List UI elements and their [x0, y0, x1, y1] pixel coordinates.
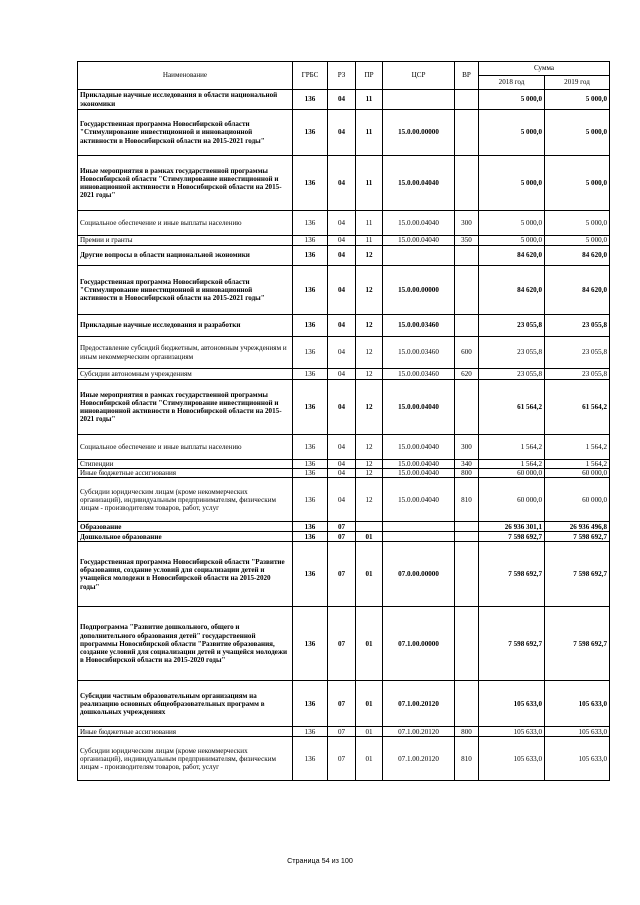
- header-csr: ЦСР: [383, 62, 455, 90]
- table-row: [78, 737, 610, 781]
- cell-sum-2018: 84 620,0: [479, 246, 545, 266]
- cell-vr: 800: [455, 727, 479, 737]
- cell-csr: 15.0.00.04040: [383, 469, 455, 478]
- cell-vr: [455, 156, 479, 211]
- cell-name: Субсидии частным образовательным организациям на реализацию основных общеобразовательных программ в дошкольных учреждениях: [78, 681, 293, 727]
- header-vr: ВР: [455, 62, 479, 90]
- cell-sum-2018: 61 564,2: [479, 380, 545, 435]
- table-row: [78, 315, 610, 337]
- cell-grbs: 136: [293, 211, 328, 236]
- table-row: [78, 532, 610, 542]
- cell-name: Иные мероприятия в рамках государственной программы Новосибирской области "Стимулирование инвестиционной и инновационной активности в Новосибирской области на 2015-2021 годы": [78, 380, 293, 435]
- table-row: [78, 266, 610, 315]
- cell-pr: 12: [356, 266, 383, 315]
- cell-pr: 12: [356, 435, 383, 460]
- table-row: [78, 337, 610, 369]
- cell-csr: 07.1.00.20120: [383, 727, 455, 737]
- cell-vr: [455, 246, 479, 266]
- cell-csr: 07.1.00.00000: [383, 607, 455, 681]
- cell-vr: [455, 380, 479, 435]
- table-body: [78, 90, 610, 781]
- cell-rz: 07: [328, 532, 356, 542]
- cell-csr: [383, 532, 455, 542]
- cell-sum-2018: 105 633,0: [479, 681, 545, 727]
- cell-pr: 12: [356, 246, 383, 266]
- cell-name: Государственная программа Новосибирской области "Стимулирование инвестиционной и инновационной активности в Новосибирской области на 2015-2021 годы": [78, 110, 293, 156]
- cell-grbs: 136: [293, 315, 328, 337]
- cell-pr: 01: [356, 681, 383, 727]
- table-row: [78, 369, 610, 380]
- header-rz: РЗ: [328, 62, 356, 90]
- table-row: [78, 469, 610, 478]
- cell-sum-2019: 7 598 692,7: [545, 542, 610, 607]
- cell-name: Субсидии юридическим лицам (кроме некоммерческих организаций), индивидуальным предпринимателям, физическим лицам - производителям товаров, работ, услуг: [78, 478, 293, 522]
- cell-sum-2018: 60 000,0: [479, 469, 545, 478]
- cell-name: Прикладные научные исследования и разработки: [78, 315, 293, 337]
- cell-grbs: 136: [293, 246, 328, 266]
- cell-sum-2018: 7 598 692,7: [479, 542, 545, 607]
- cell-csr: 07.0.00.00000: [383, 542, 455, 607]
- cell-pr: 11: [356, 156, 383, 211]
- cell-sum-2019: 5 000,0: [545, 236, 610, 246]
- cell-rz: 04: [328, 460, 356, 469]
- cell-sum-2019: 105 633,0: [545, 681, 610, 727]
- cell-name: Подпрограмма "Развитие дошкольного, общего и дополнительного образования детей" государственной программы Новосибирской области "Развитие образования, создание условий для социализации детей и учащейся молодежи в Новосибирской области на 2015-2020 годы": [78, 607, 293, 681]
- cell-sum-2018: 1 564,2: [479, 460, 545, 469]
- cell-csr: 15.0.00.04040: [383, 156, 455, 211]
- cell-rz: 07: [328, 737, 356, 781]
- cell-name: Иные бюджетные ассигнования: [78, 727, 293, 737]
- cell-grbs: 136: [293, 469, 328, 478]
- cell-pr: 01: [356, 542, 383, 607]
- cell-csr: 15.0.00.03460: [383, 369, 455, 380]
- cell-pr: 12: [356, 337, 383, 369]
- table-row: [78, 681, 610, 727]
- cell-sum-2018: 7 598 692,7: [479, 607, 545, 681]
- cell-sum-2019: 23 055,8: [545, 337, 610, 369]
- cell-csr: [383, 90, 455, 110]
- table-row: [78, 542, 610, 607]
- cell-name: Стипендии: [78, 460, 293, 469]
- table-row: [78, 460, 610, 469]
- table-row: [78, 607, 610, 681]
- cell-grbs: 136: [293, 337, 328, 369]
- header-name: Наименование: [78, 62, 293, 90]
- cell-sum-2019: 1 564,2: [545, 435, 610, 460]
- cell-grbs: 136: [293, 266, 328, 315]
- cell-grbs: 136: [293, 435, 328, 460]
- cell-pr: 11: [356, 90, 383, 110]
- table-row: [78, 478, 610, 522]
- table-row: [78, 211, 610, 236]
- cell-rz: 04: [328, 369, 356, 380]
- cell-csr: [383, 522, 455, 532]
- cell-sum-2019: 5 000,0: [545, 211, 610, 236]
- cell-sum-2018: 5 000,0: [479, 110, 545, 156]
- cell-pr: 01: [356, 727, 383, 737]
- cell-pr: 12: [356, 315, 383, 337]
- cell-vr: 600: [455, 337, 479, 369]
- cell-csr: 15.0.00.03460: [383, 315, 455, 337]
- cell-name: Социальное обеспечение и иные выплаты населению: [78, 211, 293, 236]
- cell-name: Дошкольное образование: [78, 532, 293, 542]
- cell-pr: 01: [356, 607, 383, 681]
- cell-rz: 04: [328, 469, 356, 478]
- cell-sum-2018: 7 598 692,7: [479, 532, 545, 542]
- cell-sum-2019: 5 000,0: [545, 156, 610, 211]
- cell-rz: 04: [328, 156, 356, 211]
- cell-rz: 07: [328, 607, 356, 681]
- cell-sum-2018: 5 000,0: [479, 90, 545, 110]
- cell-name: Субсидии автономным учреждениям: [78, 369, 293, 380]
- cell-csr: 15.0.00.00000: [383, 266, 455, 315]
- cell-rz: 04: [328, 337, 356, 369]
- cell-csr: [383, 246, 455, 266]
- cell-sum-2018: 105 633,0: [479, 737, 545, 781]
- cell-grbs: 136: [293, 90, 328, 110]
- cell-grbs: 136: [293, 156, 328, 211]
- table-row: [78, 522, 610, 532]
- budget-table: [77, 61, 610, 781]
- cell-csr: 15.0.00.04040: [383, 460, 455, 469]
- table-row: [78, 380, 610, 435]
- cell-name: Прикладные научные исследования в области национальной экономики: [78, 90, 293, 110]
- cell-rz: 07: [328, 727, 356, 737]
- cell-sum-2019: 60 000,0: [545, 469, 610, 478]
- cell-pr: [356, 522, 383, 532]
- cell-vr: 350: [455, 236, 479, 246]
- table-row: [78, 435, 610, 460]
- cell-sum-2018: 23 055,8: [479, 369, 545, 380]
- cell-rz: 07: [328, 542, 356, 607]
- cell-sum-2019: 5 000,0: [545, 110, 610, 156]
- cell-grbs: 136: [293, 478, 328, 522]
- cell-rz: 04: [328, 315, 356, 337]
- header-pr: ПР: [356, 62, 383, 90]
- cell-pr: 12: [356, 369, 383, 380]
- cell-grbs: 136: [293, 522, 328, 532]
- cell-rz: 04: [328, 435, 356, 460]
- cell-grbs: 136: [293, 737, 328, 781]
- cell-sum-2018: 84 620,0: [479, 266, 545, 315]
- table-row: [78, 90, 610, 110]
- cell-rz: 04: [328, 236, 356, 246]
- table-row: [78, 246, 610, 266]
- cell-sum-2019: 23 055,8: [545, 369, 610, 380]
- cell-sum-2018: 23 055,8: [479, 315, 545, 337]
- table-row: [78, 236, 610, 246]
- cell-csr: 15.0.00.03460: [383, 337, 455, 369]
- cell-grbs: 136: [293, 110, 328, 156]
- cell-vr: [455, 90, 479, 110]
- cell-pr: 11: [356, 110, 383, 156]
- cell-vr: 340: [455, 460, 479, 469]
- cell-csr: 15.0.00.04040: [383, 478, 455, 522]
- cell-vr: 620: [455, 369, 479, 380]
- cell-name: Иные бюджетные ассигнования: [78, 469, 293, 478]
- cell-csr: 15.0.00.00000: [383, 110, 455, 156]
- cell-name: Социальное обеспечение и иные выплаты населению: [78, 435, 293, 460]
- cell-csr: 15.0.00.04040: [383, 380, 455, 435]
- cell-pr: 11: [356, 236, 383, 246]
- cell-grbs: 136: [293, 532, 328, 542]
- cell-grbs: 136: [293, 681, 328, 727]
- cell-csr: 15.0.00.04040: [383, 435, 455, 460]
- cell-vr: 810: [455, 737, 479, 781]
- cell-sum-2018: 5 000,0: [479, 211, 545, 236]
- cell-sum-2018: 60 000,0: [479, 478, 545, 522]
- cell-name: Образование: [78, 522, 293, 532]
- cell-grbs: 136: [293, 607, 328, 681]
- cell-sum-2019: 5 000,0: [545, 90, 610, 110]
- cell-vr: 810: [455, 478, 479, 522]
- cell-vr: [455, 315, 479, 337]
- cell-sum-2018: 5 000,0: [479, 156, 545, 211]
- cell-vr: 300: [455, 435, 479, 460]
- cell-csr: 15.0.00.04040: [383, 211, 455, 236]
- cell-grbs: 136: [293, 369, 328, 380]
- cell-rz: 04: [328, 266, 356, 315]
- table-row: [78, 727, 610, 737]
- table-row: [78, 156, 610, 211]
- cell-vr: 800: [455, 469, 479, 478]
- cell-vr: [455, 532, 479, 542]
- cell-pr: 12: [356, 460, 383, 469]
- cell-grbs: 136: [293, 380, 328, 435]
- header-grbs: ГРБС: [293, 62, 328, 90]
- cell-name: Иные мероприятия в рамках государственной программы Новосибирской области "Стимулирование инвестиционной и инновационной активности в Новосибирской области на 2015-2021 годы": [78, 156, 293, 211]
- cell-vr: [455, 522, 479, 532]
- table-header: [78, 62, 610, 90]
- cell-pr: 12: [356, 380, 383, 435]
- cell-sum-2019: 105 633,0: [545, 737, 610, 781]
- cell-sum-2018: 105 633,0: [479, 727, 545, 737]
- cell-rz: 04: [328, 90, 356, 110]
- cell-grbs: 136: [293, 727, 328, 737]
- table-row: [78, 110, 610, 156]
- cell-rz: 04: [328, 478, 356, 522]
- cell-grbs: 136: [293, 542, 328, 607]
- header-year-2019: 2019 год: [545, 76, 610, 90]
- cell-sum-2019: 7 598 692,7: [545, 607, 610, 681]
- cell-sum-2019: 84 620,0: [545, 246, 610, 266]
- cell-rz: 07: [328, 522, 356, 532]
- cell-csr: 15.0.00.04040: [383, 236, 455, 246]
- cell-csr: 07.1.00.20120: [383, 681, 455, 727]
- cell-sum-2018: 1 564,2: [479, 435, 545, 460]
- cell-vr: 300: [455, 211, 479, 236]
- header-sum: Сумма: [479, 62, 610, 76]
- cell-pr: 01: [356, 532, 383, 542]
- cell-name: Предоставление субсидий бюджетным, автономным учреждениям и иным некоммерческим организациям: [78, 337, 293, 369]
- cell-csr: 07.1.00.20120: [383, 737, 455, 781]
- cell-sum-2018: 26 936 301,1: [479, 522, 545, 532]
- cell-vr: [455, 110, 479, 156]
- cell-rz: 07: [328, 681, 356, 727]
- header-year-2018: 2018 год: [479, 76, 545, 90]
- cell-rz: 04: [328, 246, 356, 266]
- cell-vr: [455, 607, 479, 681]
- cell-pr: 12: [356, 469, 383, 478]
- cell-sum-2018: 5 000,0: [479, 236, 545, 246]
- cell-name: Государственная программа Новосибирской области "Развитие образования, создание условий для социализации детей и учащейся молодежи в Новосибирской области на 2015-2020 годы": [78, 542, 293, 607]
- cell-rz: 04: [328, 211, 356, 236]
- cell-sum-2019: 60 000,0: [545, 478, 610, 522]
- cell-pr: 01: [356, 737, 383, 781]
- cell-vr: [455, 542, 479, 607]
- cell-name: Премии и гранты: [78, 236, 293, 246]
- cell-vr: [455, 681, 479, 727]
- cell-sum-2019: 7 598 692,7: [545, 532, 610, 542]
- page-footer: Страница 54 из 100: [287, 856, 353, 865]
- cell-pr: 11: [356, 211, 383, 236]
- cell-grbs: 136: [293, 460, 328, 469]
- cell-sum-2019: 105 633,0: [545, 727, 610, 737]
- cell-rz: 04: [328, 110, 356, 156]
- cell-sum-2019: 84 620,0: [545, 266, 610, 315]
- cell-rz: 04: [328, 380, 356, 435]
- cell-sum-2019: 23 055,8: [545, 315, 610, 337]
- cell-name: Субсидии юридическим лицам (кроме некоммерческих организаций), индивидуальным предпринимателям, физическим лицам - производителям товаров, работ, услуг: [78, 737, 293, 781]
- cell-sum-2018: 23 055,8: [479, 337, 545, 369]
- cell-grbs: 136: [293, 236, 328, 246]
- cell-sum-2019: 26 936 496,8: [545, 522, 610, 532]
- cell-sum-2019: 61 564,2: [545, 380, 610, 435]
- cell-vr: [455, 266, 479, 315]
- cell-pr: 12: [356, 478, 383, 522]
- cell-sum-2019: 1 564,2: [545, 460, 610, 469]
- cell-name: Государственная программа Новосибирской области "Стимулирование инвестиционной и инновационной активности в Новосибирской области на 2015-2021 годы": [78, 266, 293, 315]
- cell-name: Другие вопросы в области национальной экономики: [78, 246, 293, 266]
